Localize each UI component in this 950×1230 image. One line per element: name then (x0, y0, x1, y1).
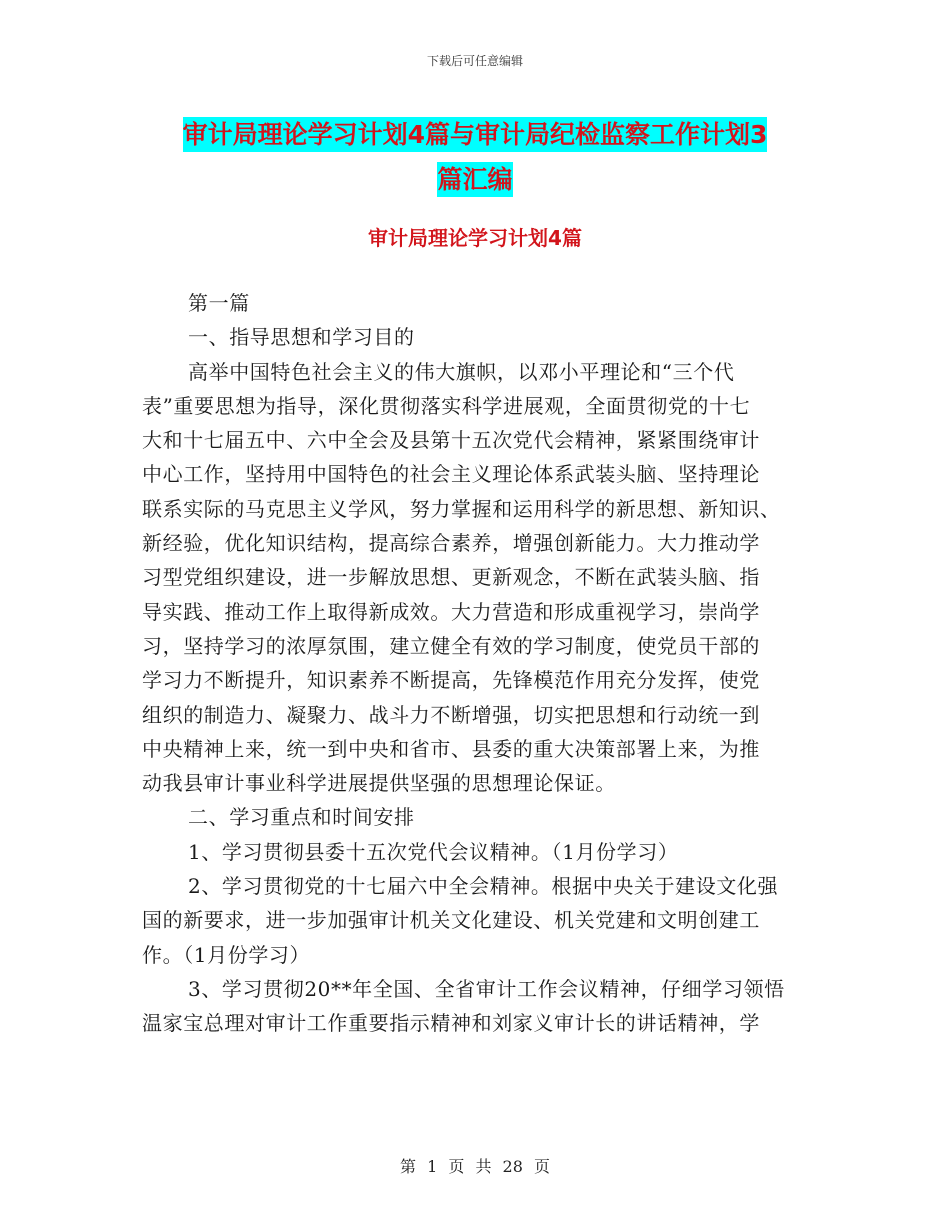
paragraph-line: 中央精神上来，统一到中央和省市、县委的重大决策部署上来，为推 (142, 736, 760, 761)
page-header: 下载后可任意编辑 (426, 54, 523, 68)
paragraph-line: 大和十七届五中、六中全会及县第十五次党代会精神，紧紧围绕审计 (142, 428, 760, 453)
section-label: 第一篇 (188, 291, 250, 315)
paragraph-line: 联系实际的马克思主义学风，努力掌握和运用科学的新思想、新知识、 (142, 496, 781, 521)
paragraph-line: 导实践、推动工作上取得新成效。大力营造和形成重视学习，崇尚学 (142, 599, 760, 624)
paragraph-line: 习，坚持学习的浓厚氛围，建立健全有效的学习制度，使党员干部的 (142, 633, 760, 658)
page-footer: 第 1 页 共 28 页 (400, 1157, 550, 1176)
paragraph-line: 中心工作，坚持用中国特色的社会主义理论体系武装头脑、坚持理论 (142, 462, 760, 487)
document-title (0, 112, 950, 202)
paragraph-line: 动我县审计事业科学进展提供坚强的思想理论保证。 (142, 771, 616, 796)
paragraph-line: 作。（1月份学习） (142, 942, 311, 967)
paragraph-line: 3、学习贯彻20**年全国、全省审计工作会议精神，仔细学习领悟 (188, 976, 785, 1001)
paragraph-line: 习型党组织建设，进一步解放思想、更新观念，不断在武装头脑、指 (142, 565, 760, 590)
heading-schedule: 二、学习重点和时间安排 (188, 805, 415, 830)
paragraph-line: 新经验，优化知识结构，提高综合素养，增强创新能力。大力推动学 (142, 531, 760, 556)
paragraph-line: 学习力不断提升，知识素养不断提高，先锋模范作用充分发挥，使党 (142, 668, 760, 693)
heading-guiding-thought: 一、指导思想和学习目的 (188, 325, 415, 350)
document-body (142, 286, 802, 1041)
title-line-1: 审计局理论学习计划4篇与审计局纪检监察工作计划3 (183, 117, 768, 152)
paragraph-line: 国的新要求，进一步加强审计机关文化建设、机关党建和文明创建工 (142, 908, 760, 933)
title-line-2: 篇汇编 (437, 162, 512, 197)
paragraph-line: 2、学习贯彻党的十七届六中全会精神。根据中央关于建设文化强 (188, 874, 779, 899)
paragraph-line: 温家宝总理对审计工作重要指示精神和刘家义审计长的讲话精神，学 (142, 1011, 760, 1036)
list-item-1: 1、学习贯彻县委十五次党代会议精神。（1月份学习） (188, 839, 679, 864)
paragraph-guiding-thought (142, 355, 802, 801)
list-item-3 (142, 972, 802, 1041)
section-subtitle: 审计局理论学习计划4篇 (368, 226, 582, 250)
list-item-2 (142, 869, 802, 972)
paragraph-line: 组织的制造力、凝聚力、战斗力不断增强，切实把思想和行动统一到 (142, 702, 760, 727)
paragraph-line: 高举中国特色社会主义的伟大旗帜，以邓小平理论和“三个代 (188, 359, 735, 384)
paragraph-line: 表”重要思想为指导，深化贯彻落实科学进展观，全面贯彻党的十七 (142, 393, 751, 418)
